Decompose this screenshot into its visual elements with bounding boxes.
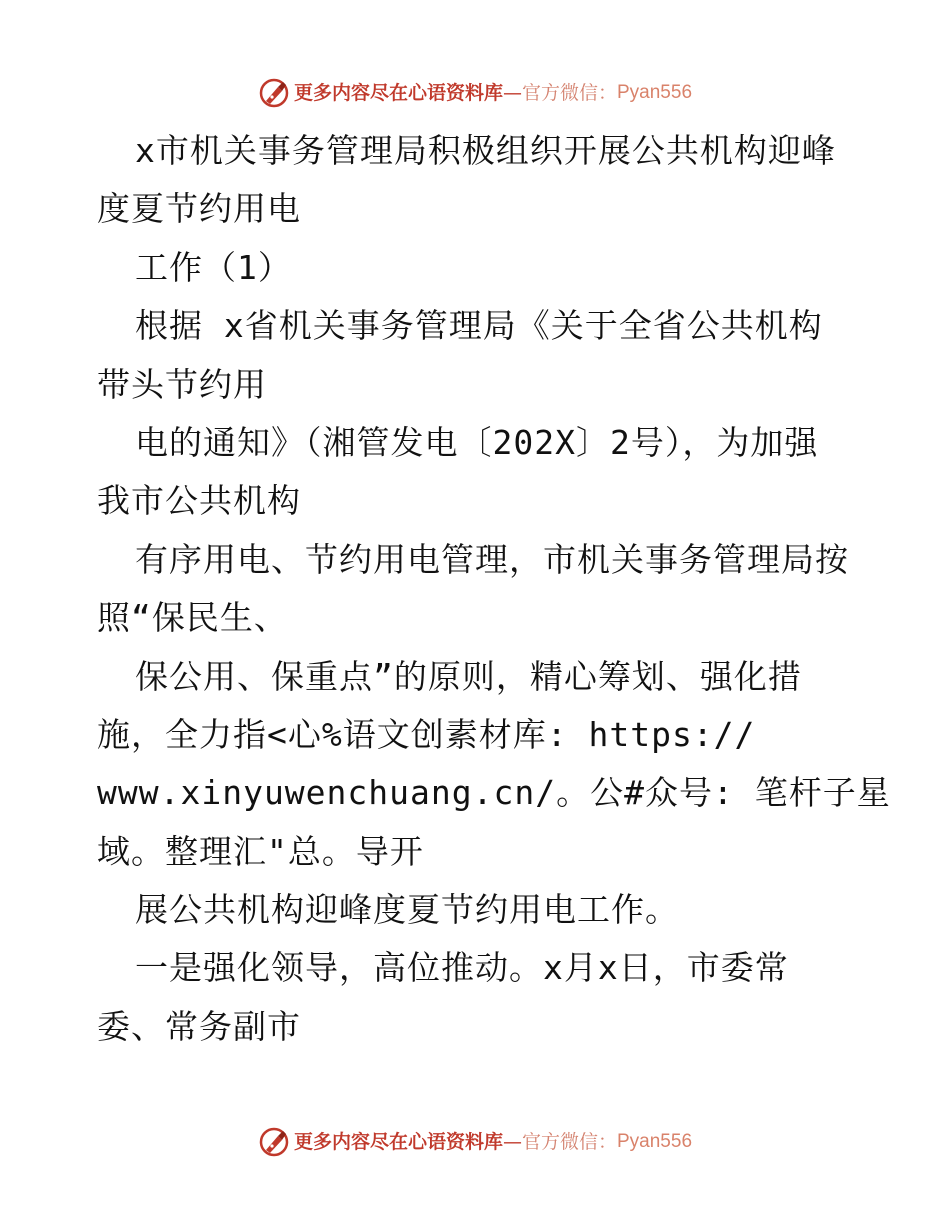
banner-main-text: 更多内容尽在心语资料库 [293, 1131, 503, 1153]
body-line: 保公用、保重点”的原则，精心筹划、强化措 [135, 656, 802, 696]
pen-nib-logo-icon [258, 77, 290, 109]
body-line-title-3: 工作（1） [135, 247, 292, 287]
banner-main-text: 更多内容尽在心语资料库 [293, 82, 503, 104]
banner-handle: Pyan556 [617, 82, 693, 103]
body-line: 电的通知》（湘管发电〔202X〕2号），为加强 [135, 422, 819, 462]
body-line: 域。整理汇"总。导开 [97, 831, 424, 871]
footer-banner [0, 1126, 950, 1158]
banner-handle: Pyan556 [617, 1131, 693, 1152]
header-banner [0, 77, 950, 109]
body-line: www.xinyuwenchuang.cn/。公#众号: 笔杆子星 [97, 773, 891, 813]
body-line: 我市公共机构 [97, 481, 301, 521]
body-line: 照“保民生、 [97, 598, 288, 638]
document-body [97, 122, 891, 1056]
body-line: 施，全力指<心%语文创素材库: https:// [97, 714, 756, 754]
body-line-title-2: 度夏节约用电 [97, 189, 301, 229]
body-line: 展公共机构迎峰度夏节约用电工作。 [135, 890, 679, 930]
body-line: 一是强化领导，高位推动。x月x日，市委常 [135, 948, 789, 988]
body-line: 有序用电、节约用电管理，市机关事务管理局按 [135, 539, 849, 579]
banner-separator: — [502, 82, 522, 104]
banner-separator: — [502, 1131, 522, 1153]
body-line: 委、常务副市 [97, 1006, 301, 1046]
body-line-title-1: x市机关事务管理局积极组织开展公共机构迎峰 [135, 131, 836, 170]
body-line: 带头节约用 [97, 364, 267, 404]
pen-nib-logo-icon [258, 1126, 290, 1158]
banner-sub-text: 官方微信： [521, 1131, 617, 1153]
banner-sub-text: 官方微信： [521, 82, 617, 104]
body-line: 根据 x省机关事务管理局《关于全省公共机构 [135, 306, 823, 346]
